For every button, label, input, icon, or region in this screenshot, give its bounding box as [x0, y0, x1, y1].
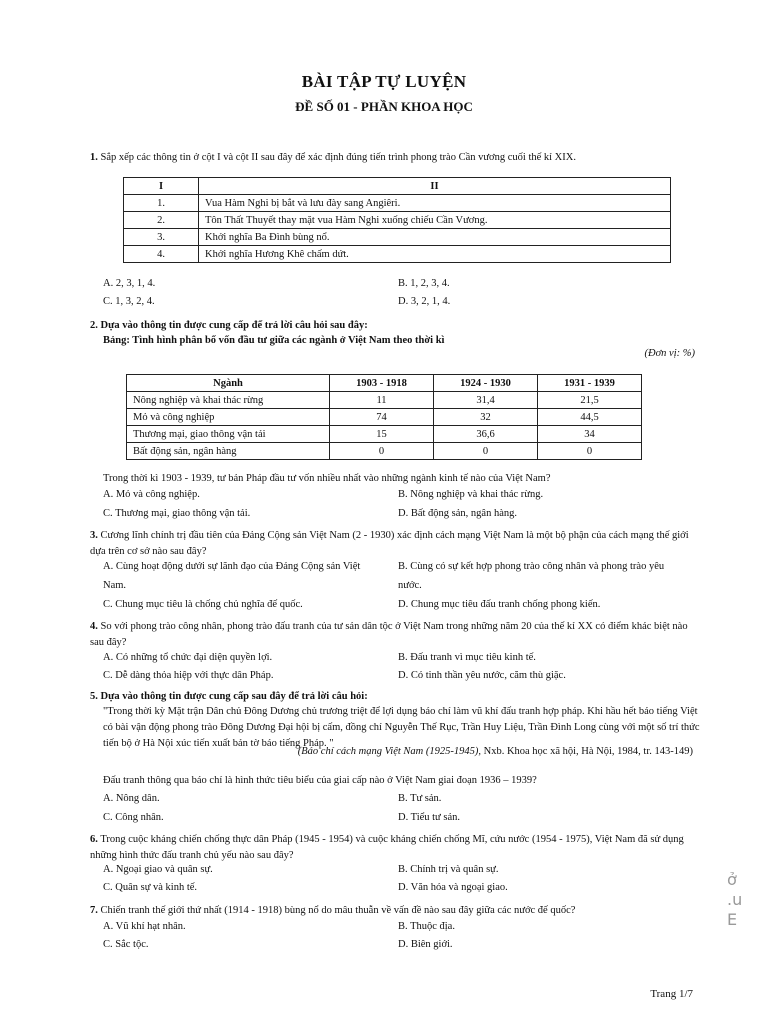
table-header: 1924 - 1930 [434, 375, 538, 392]
table-title: Bảng: Tình hình phân bổ vốn đầu tư giữa các ngành ở Việt Nam theo thời kì [103, 335, 445, 346]
table-cell: Tôn Thất Thuyết thay mặt vua Hàm Nghi xuống chiếu Cần Vương. [199, 212, 671, 229]
option-a[interactable]: A. Ngoại giao và quân sự. [103, 864, 213, 875]
question-1 [90, 150, 700, 166]
question-2 [90, 318, 700, 334]
table-cell: 4. [124, 246, 199, 263]
table-header: I [124, 178, 199, 195]
option-d[interactable]: D. Tiểu tư sản. [398, 812, 460, 823]
question-text: Chiến tranh thế giới thứ nhất (1914 - 1918) bùng nổ do mâu thuẫn về vấn đề nào sau đây giữa các nước đế quốc? [100, 905, 576, 916]
table-row [127, 426, 642, 443]
question-text: Dựa vào thông tin được cung cấp để trả lời câu hỏi sau đây: [100, 320, 368, 331]
quote-text: "Trong thời kỳ Mặt trận Dân chủ Đông Dương chủ trương triệt để lợi dụng báo chí làm vũ khí đấu tranh hợp pháp. Khi hầu hết báo tiếng Việt có bài vận động phong trào Đông Dương Đại hội bị cấm, đồng chí Nguyễn Thế Rục, Trần Huy Liệu, Trần Đình Long cùng với một số trí thức tiến bộ ở Hà Nội xúc tiến xuất bản tờ báo tiếng Pháp. " [103, 706, 700, 749]
option-b[interactable]: B. 1, 2, 3, 4. [398, 278, 450, 289]
question-number: 5. [90, 691, 98, 702]
option-b[interactable]: B. Chính trị và quân sự. [398, 864, 499, 875]
table-row [127, 409, 642, 426]
q2-table [126, 374, 642, 460]
table-cell: 3. [124, 229, 199, 246]
option-b[interactable]: B. Nông nghiệp và khai thác rừng. [398, 489, 544, 500]
option-a[interactable]: A. Có những tổ chức đại diện quyền lợi. [103, 652, 273, 663]
table-header: II [199, 178, 671, 195]
page-subtitle: ĐỀ SỐ 01 - PHẦN KHOA HỌC [295, 99, 473, 114]
question-stem: Đấu tranh thông qua báo chí là hình thức tiêu biểu của giai cấp nào ở Việt Nam giai đoạn 1936 – 1939? [103, 775, 537, 786]
question-7 [90, 903, 700, 919]
question-number: 6. [90, 834, 98, 845]
table-cell: Khởi nghĩa Hương Khê chấm dứt. [199, 246, 671, 263]
table-cell: 44,5 [538, 409, 642, 426]
table-header: 1903 - 1918 [330, 375, 434, 392]
question-text: Sắp xếp các thông tin ở cột I và cột II sau đây để xác định đúng tiến trình phong trào Cần vương cuối thế kỉ XIX. [100, 152, 576, 163]
question-text: So với phong trào công nhân, phong trào đấu tranh của tư sản dân tộc ở Việt Nam trong những năm 20 của thế kỉ XX có điểm khác biệt nào sau đây? [90, 621, 688, 648]
option-d[interactable]: D. 3, 2, 1, 4. [398, 296, 451, 307]
table-cell: 32 [434, 409, 538, 426]
table-cell: 1. [124, 195, 199, 212]
table-cell: Nông nghiệp và khai thác rừng [127, 392, 330, 409]
table-row [127, 392, 642, 409]
table-header-row [127, 375, 642, 392]
option-a[interactable]: A. 2, 3, 1, 4. [103, 278, 156, 289]
page-number: Trang 1/7 [650, 988, 693, 1000]
option-c[interactable]: C. Quân sự và kinh tế. [103, 882, 198, 893]
option-c[interactable]: C. Thương mại, giao thông vận tải. [103, 508, 251, 519]
table-header-row [124, 178, 671, 195]
option-b[interactable]: B. Đấu tranh vì mục tiêu kinh tế. [398, 652, 536, 663]
table-row [127, 443, 642, 460]
question-4 [90, 619, 700, 650]
option-d[interactable]: D. Có tinh thần yêu nước, căm thù giặc. [398, 670, 566, 681]
option-b[interactable]: B. Cùng có sự kết hợp phong trào công nhân và phong trào yêu [398, 561, 665, 572]
table-row [124, 246, 671, 263]
quote-citation [298, 746, 693, 757]
option-d[interactable]: D. Biên giới. [398, 939, 453, 950]
question-6 [90, 832, 700, 863]
question-number: 7. [90, 905, 98, 916]
table-cell: 21,5 [538, 392, 642, 409]
table-row [124, 212, 671, 229]
citation-source: (Báo chí cách mạng Việt Nam (1925-1945), [297, 746, 481, 757]
question-number: 4. [90, 621, 98, 632]
table-header: Ngành [127, 375, 330, 392]
option-c[interactable]: C. Sắc tộc. [103, 939, 149, 950]
table-row [124, 195, 671, 212]
table-cell: Mỏ và công nghiệp [127, 409, 330, 426]
question-text: Dựa vào thông tin được cung cấp sau đây để trả lời câu hỏi: [100, 691, 368, 702]
question-3 [90, 528, 700, 559]
table-cell: 0 [538, 443, 642, 460]
table-cell: Thương mại, giao thông vận tải [127, 426, 330, 443]
table-cell: Bất động sản, ngân hàng [127, 443, 330, 460]
table-cell: 2. [124, 212, 199, 229]
page-title: BÀI TẬP TỰ LUYỆN [301, 72, 467, 91]
table-cell: Khởi nghĩa Ba Đình bùng nổ. [199, 229, 671, 246]
option-c[interactable]: C. Công nhân. [103, 812, 164, 823]
table-cell: 34 [538, 426, 642, 443]
table-cell: Vua Hàm Nghi bị bắt và lưu đày sang Angiêri. [199, 195, 671, 212]
option-d[interactable]: D. Chung mục tiêu đấu tranh chống phong kiến. [398, 599, 601, 610]
unit-label: (Đơn vị: %) [644, 348, 695, 359]
citation-rest: Nxb. Khoa học xã hội, Hà Nội, 1984, tr. 143-149) [480, 746, 693, 757]
option-a[interactable]: A. Mỏ và công nghiệp. [103, 489, 200, 500]
table-cell: 15 [330, 426, 434, 443]
option-a[interactable]: A. Vũ khí hạt nhân. [103, 921, 186, 932]
table-cell: 0 [330, 443, 434, 460]
table-cell: 36,6 [434, 426, 538, 443]
question-stem: Trong thời kì 1903 - 1939, tư bản Pháp đầu tư vốn nhiều nhất vào những ngành kinh tế nào của Việt Nam? [103, 473, 551, 484]
table-cell: 31,4 [434, 392, 538, 409]
question-number: 1. [90, 152, 98, 163]
option-c[interactable]: C. Chung mục tiêu là chống chủ nghĩa đế quốc. [103, 599, 303, 610]
option-b-cont: nước. [398, 580, 422, 591]
table-cell: 11 [330, 392, 434, 409]
option-c[interactable]: C. 1, 3, 2, 4. [103, 296, 155, 307]
table-cell: 74 [330, 409, 434, 426]
option-c[interactable]: C. Dễ dàng thỏa hiệp với thực dân Pháp. [103, 670, 274, 681]
option-a-cont: Nam. [103, 580, 127, 591]
table-header: 1931 - 1939 [538, 375, 642, 392]
side-scroll-text: ở .u E [727, 870, 743, 929]
option-a[interactable]: A. Nông dân. [103, 793, 160, 804]
question-5 [90, 689, 700, 705]
table-row [124, 229, 671, 246]
q1-table [123, 177, 671, 263]
option-d[interactable]: D. Văn hóa và ngoại giao. [398, 882, 508, 893]
option-a[interactable]: A. Cùng hoạt động dưới sự lãnh đạo của Đảng Cộng sản Việt [103, 561, 361, 572]
table-cell: 0 [434, 443, 538, 460]
option-b[interactable]: B. Thuộc địa. [398, 921, 455, 932]
option-d[interactable]: D. Bất động sản, ngân hàng. [398, 508, 517, 519]
option-b[interactable]: B. Tư sản. [398, 793, 442, 804]
question-text: Trong cuộc kháng chiến chống thực dân Pháp (1945 - 1954) và cuộc kháng chiến chống Mĩ, cứu nước (1954 - 1975), Việt Nam đã sử dụng những hình thức đấu tranh chủ yếu nào sau đây? [90, 834, 684, 861]
question-number: 3. [90, 530, 98, 541]
question-text: Cương lĩnh chính trị đầu tiên của Đảng Cộng sản Việt Nam (2 - 1930) xác định cách mạng Việt Nam là một bộ phận của cách mạng thế giới dựa trên cơ sở nào sau đây? [90, 530, 689, 557]
question-number: 2. [90, 320, 98, 331]
